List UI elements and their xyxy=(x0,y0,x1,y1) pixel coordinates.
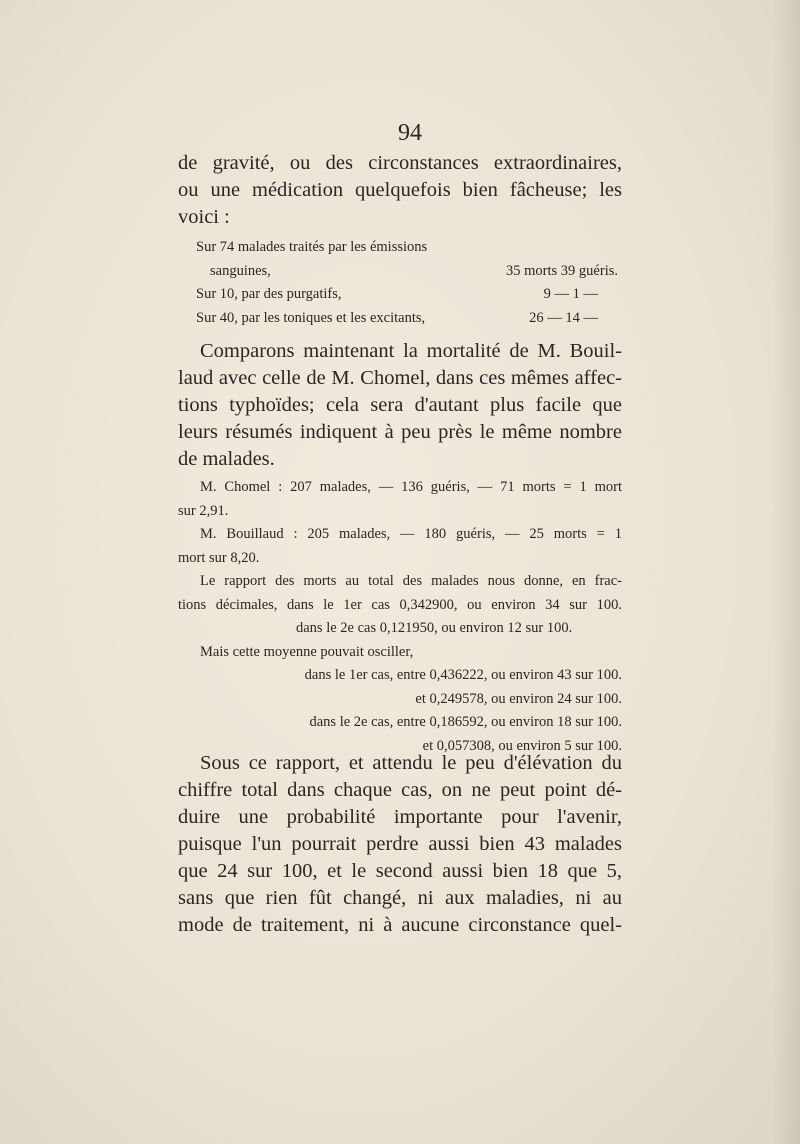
text-line: puisque l'un pourrait perdre aussi bien 43 malades xyxy=(178,833,622,855)
page-number: 94 xyxy=(398,120,422,146)
stat-line: M. Chomel : 207 malades, — 136 guéris, — 71 morts = 1 mort xyxy=(200,479,622,495)
stat-line: M. Bouillaud : 205 malades, — 180 guéris, — 25 morts = 1 xyxy=(200,526,622,542)
treatment-table xyxy=(190,236,618,330)
comparison-stats xyxy=(178,476,622,664)
table-cell-value: 35 morts 39 guéris. xyxy=(506,262,618,279)
table-cell-label: sanguines, xyxy=(210,262,271,279)
text-line: tions typhoïdes; cela sera d'autant plus facile que xyxy=(178,394,622,416)
oscillation-row: dans le 2e cas, entre 0,186592, ou environ 18 sur 100. xyxy=(309,714,622,730)
text-line: mode de traitement, ni à aucune circonstance quel- xyxy=(178,914,622,936)
text-line: chiffre total dans chaque cas, on ne peut point dé- xyxy=(178,779,622,801)
comparison-paragraph xyxy=(178,338,622,473)
table-row xyxy=(190,307,618,331)
text-line: de malades. xyxy=(178,448,275,470)
table-cell-label: Sur 10, par des purgatifs, xyxy=(196,286,342,302)
table-cell-label: Sur 40, par les toniques et les excitants, xyxy=(196,309,426,326)
text-line: leurs résumés indiquent à peu près le même nombre xyxy=(178,421,622,443)
text-line: voici : xyxy=(178,206,230,228)
text-line: de gravité, ou des circonstances extraordinaires, xyxy=(178,152,622,174)
stat-line: Le rapport des morts au total des malades nous donne, en frac- xyxy=(200,573,622,589)
table-row xyxy=(190,283,618,307)
oscillation-rows xyxy=(178,664,622,758)
oscillation-row: dans le 1er cas, entre 0,436222, ou environ 43 sur 100. xyxy=(304,667,622,683)
opening-paragraph xyxy=(178,150,622,231)
text-line: Comparons maintenant la mortalité de M. Bouil- xyxy=(200,340,622,362)
table-row xyxy=(190,236,618,260)
oscillation-row: et 0,057308, ou environ 5 sur 100. xyxy=(422,737,622,754)
page-edge-shadow xyxy=(772,0,800,1144)
oscillation-row: et 0,249578, ou environ 24 sur 100. xyxy=(415,690,622,707)
text-line: ou une médication quelquefois bien fâcheuse; les xyxy=(178,179,622,201)
table-cell-value: 9 — 1 — xyxy=(543,286,598,302)
stat-line: Mais cette moyenne pouvait osciller, xyxy=(200,643,414,660)
stat-line: tions décimales, dans le 1er cas 0,342900, ou environ 34 sur 100. xyxy=(178,596,622,613)
table-cell-label: Sur 74 malades traités par les émissions xyxy=(196,239,428,255)
stat-line: dans le 2e cas 0,121950, ou environ 12 sur 100. xyxy=(296,620,573,636)
stat-line: sur 2,91. xyxy=(178,502,229,519)
table-cell-value: 26 — 14 — xyxy=(529,309,598,326)
text-line: Sous ce rapport, et attendu le peu d'élévation du xyxy=(200,752,622,774)
text-line: sans que rien fût changé, ni aux maladies, ni au xyxy=(178,887,622,909)
closing-paragraph xyxy=(178,750,622,939)
text-line: laud avec celle de M. Chomel, dans ces mêmes affec- xyxy=(178,367,622,389)
stat-line: mort sur 8,20. xyxy=(178,549,260,566)
table-row xyxy=(190,260,618,284)
text-line: que 24 sur 100, et le second aussi bien 18 que 5, xyxy=(178,860,622,882)
text-line: duire une probabilité importante pour l'avenir, xyxy=(178,806,622,828)
